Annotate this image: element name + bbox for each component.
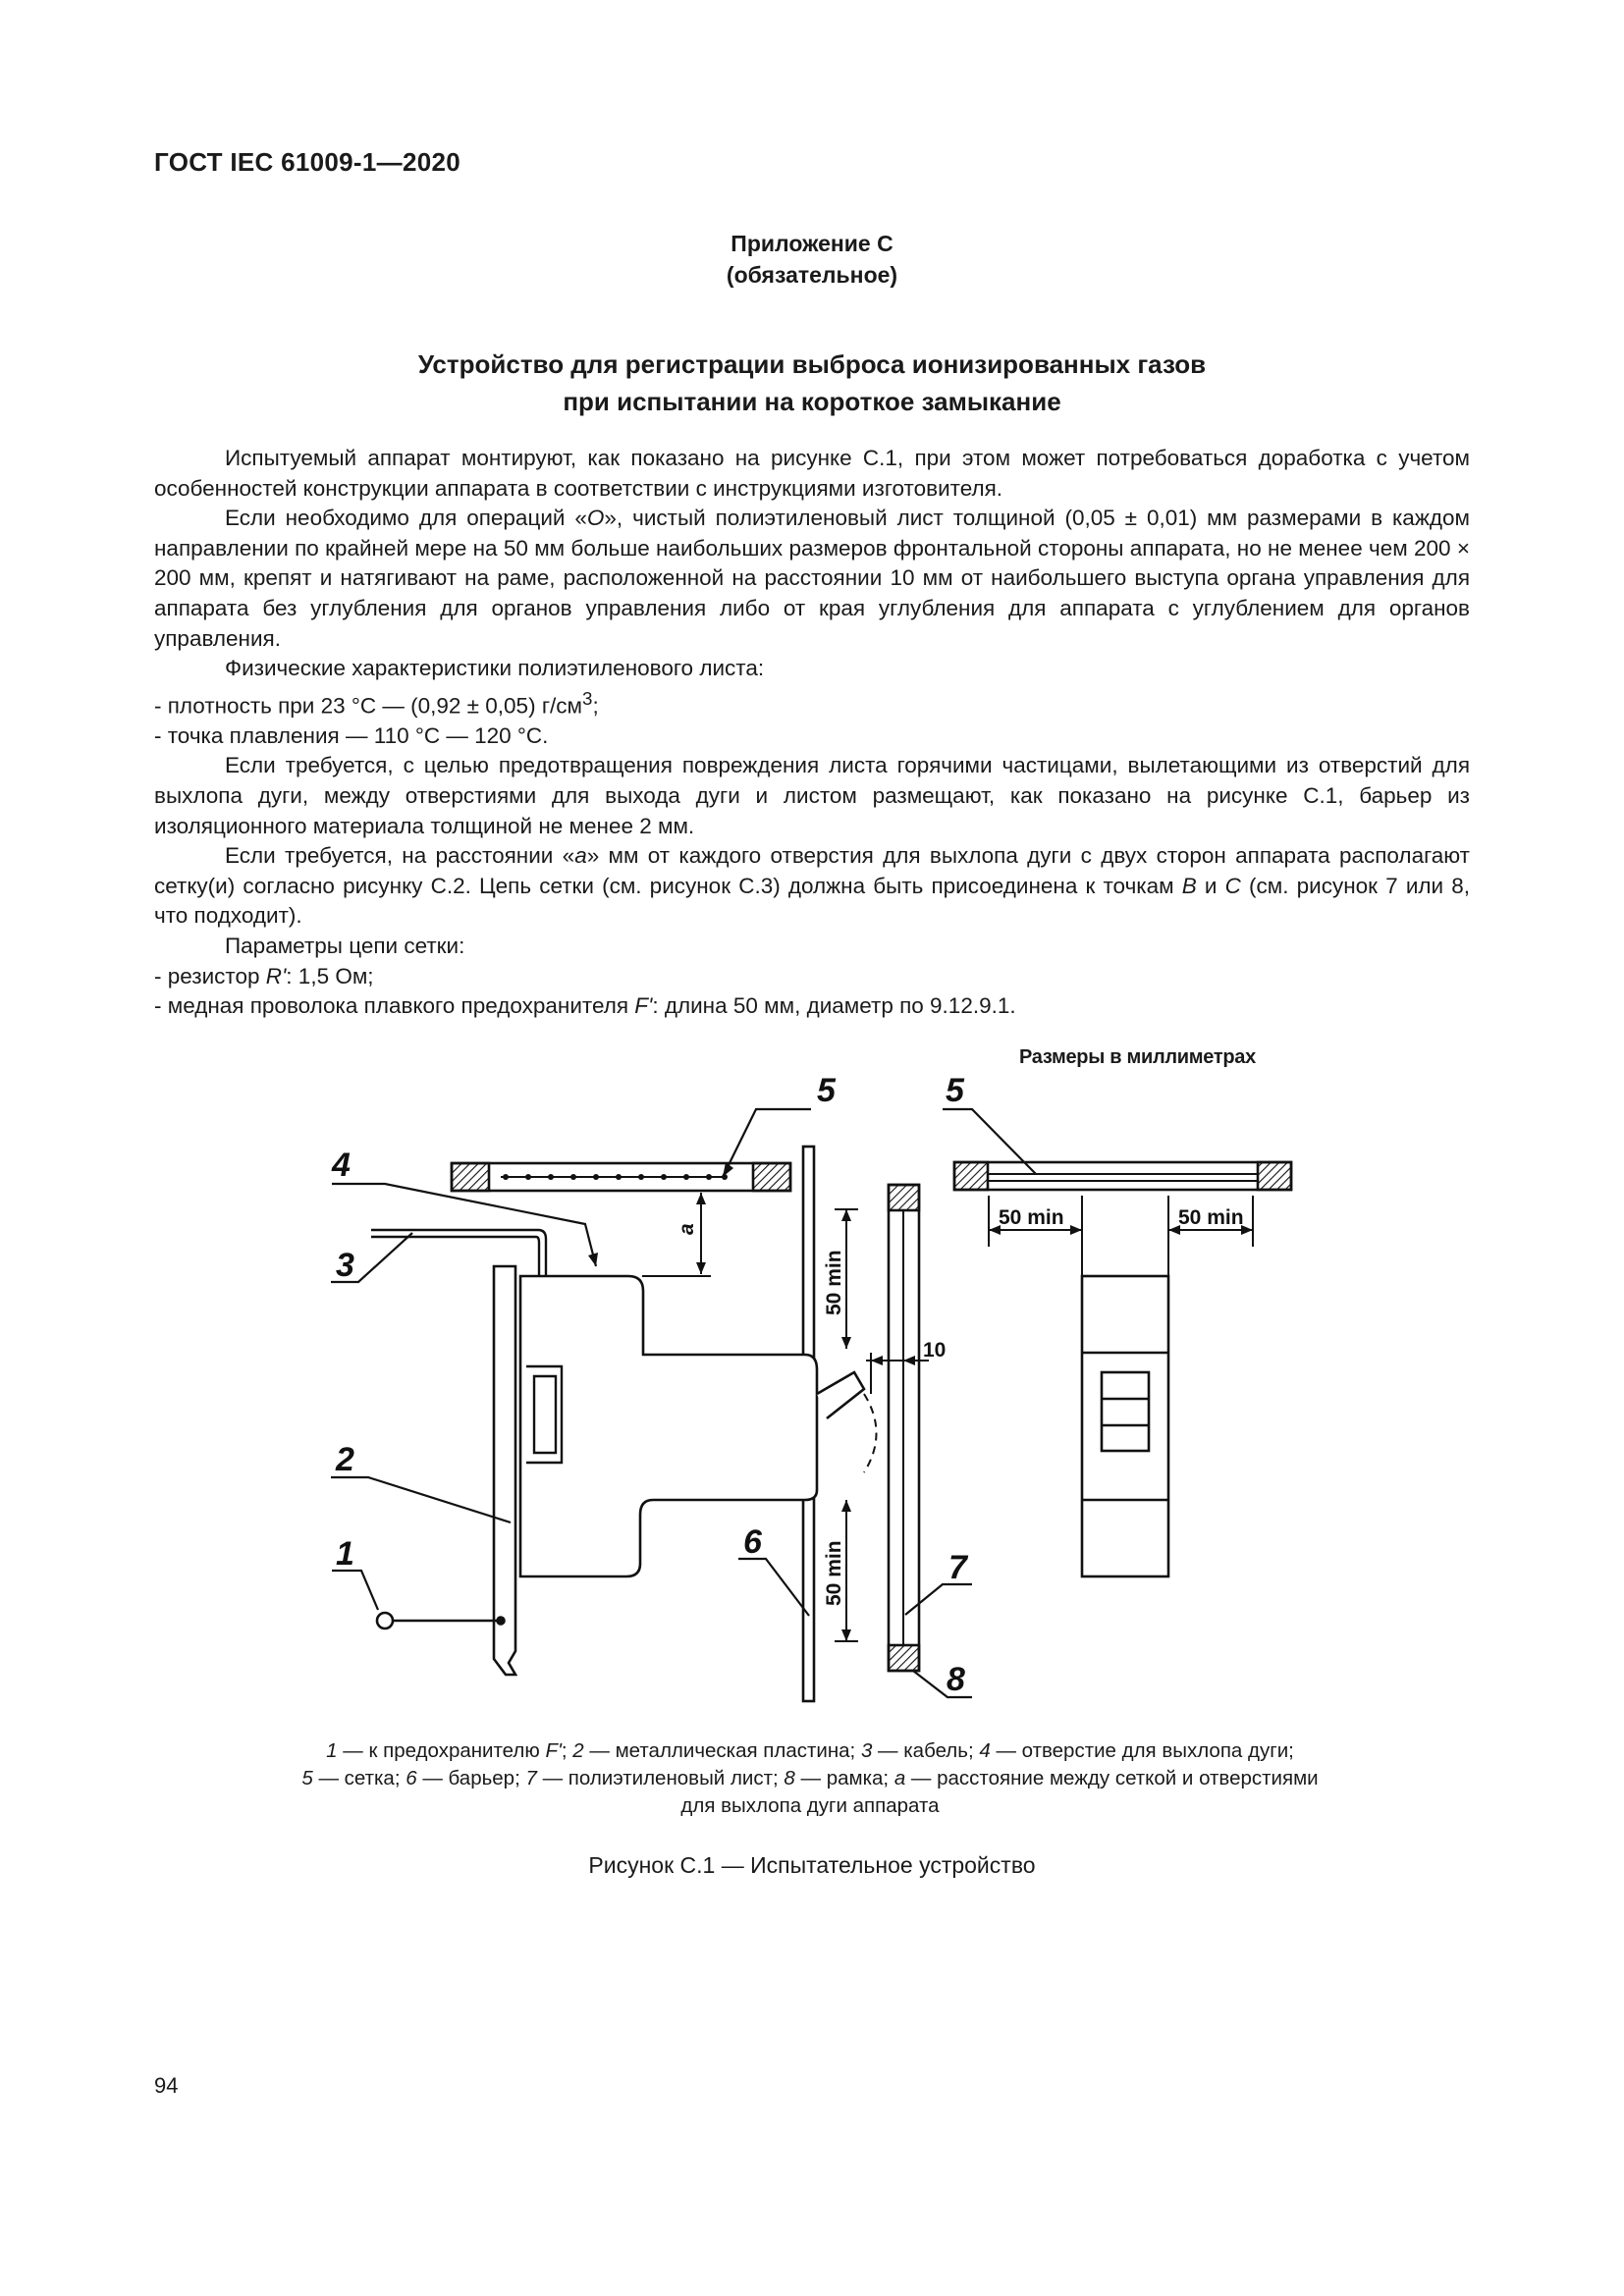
- document-header: ГОСТ IEC 61009-1—2020: [154, 147, 460, 177]
- text-run: » мм от каждого отверстия для выхлопа дуги с двух сторон аппарата располагают сетку(и) согласно рисунку С.2. Цепь сетки (см. рисунок С.3) должна быть присоединена к точкам: [154, 843, 1470, 898]
- legend-text: ;: [561, 1739, 573, 1762]
- frame-hatch: [889, 1645, 919, 1671]
- text-run: (см. рисунок 7 или 8, что подходит).: [154, 873, 1471, 929]
- label-4: 4: [332, 1147, 351, 1184]
- paragraph: Если требуется, с целью предотвращения повреждения листа горячими частицами, вылетающими из отверстий для выхлопа дуги, между отверстиями для выхода дуги и листом размещают, как показано на рисунке С.1, барьер из изоляционного материала толщиной не менее 2 мм.: [154, 753, 1470, 838]
- variable: R': [265, 963, 287, 988]
- label-a: a: [676, 1223, 698, 1235]
- legend-text: — металлическая пластина;: [583, 1739, 861, 1762]
- paragraph: Параметры цепи сетки:: [225, 934, 465, 958]
- grid-frame-hatch: [452, 1163, 489, 1191]
- leader-4: [332, 1184, 596, 1266]
- legend-text: — кабель;: [872, 1739, 980, 1762]
- paragraph: Физические характеристики полиэтиленового листа:: [225, 656, 765, 681]
- legend-key: а: [893, 1767, 906, 1789]
- superscript: 3: [582, 687, 593, 709]
- paragraph: [154, 841, 1470, 932]
- point-symbol: С: [1224, 873, 1241, 898]
- legend-key: 3: [860, 1739, 873, 1762]
- annex-title: Приложение С: [731, 231, 893, 256]
- dim-50-top: 50 min: [823, 1250, 845, 1315]
- text-run: - плотность при 23 °С — (0,92 ± 0,05) г/см: [154, 693, 582, 719]
- figure-c1-drawing: [295, 1070, 1335, 1728]
- grid-frame-front: [954, 1162, 1291, 1190]
- paragraph: [154, 504, 1470, 654]
- body-text: [154, 444, 1470, 1022]
- legend-text: — отверстие для выхлопа дуги;: [990, 1739, 1294, 1762]
- legend-key: 7: [525, 1767, 537, 1789]
- label-7: 7: [948, 1549, 967, 1586]
- list-item: [154, 684, 1470, 721]
- frame-hatch: [889, 1185, 919, 1210]
- legend-line3: для выхлопа дуги аппарата: [680, 1794, 940, 1817]
- figure-caption: Рисунок С.1 — Испытательное устройство: [588, 1852, 1036, 1878]
- section-title: [0, 346, 1624, 420]
- leader-1: [332, 1571, 378, 1610]
- text-run: - медная проволока плавкого предохранителя: [154, 993, 635, 1019]
- dim-10: 10: [923, 1339, 947, 1362]
- legend-text: — рамка;: [794, 1767, 894, 1789]
- legend-key: 4: [979, 1739, 991, 1762]
- legend-key: 8: [784, 1767, 795, 1789]
- lever-travel: [864, 1394, 877, 1472]
- dim-50-bottom: 50 min: [823, 1540, 845, 1606]
- label-5: 5: [817, 1072, 836, 1109]
- text-run: Если требуется, на расстоянии «: [225, 843, 575, 869]
- legend-text: — полиэтиленовый лист;: [536, 1767, 785, 1789]
- dim-50-front-left: 50 min: [999, 1206, 1064, 1229]
- list-item: [154, 991, 1470, 1022]
- metal-plate: [494, 1266, 515, 1675]
- junction-dot: [498, 1618, 505, 1625]
- legend-line1: [196, 1737, 1424, 1765]
- legend-key: 2: [572, 1739, 584, 1762]
- dim-50-front-right: 50 min: [1178, 1206, 1244, 1229]
- section-title-line1: Устройство для регистрации выброса ионизированных газов: [417, 349, 1207, 379]
- section-title-line2: при испытании на короткое замыкание: [563, 387, 1061, 416]
- dimensions-note: Размеры в миллиметрах: [1019, 1046, 1256, 1068]
- leader-2: [331, 1477, 511, 1522]
- variable: а: [574, 843, 587, 869]
- annex-heading: [0, 228, 1624, 291]
- fuse-terminal: [377, 1613, 393, 1629]
- label-1: 1: [336, 1535, 354, 1573]
- point-symbol: В: [1181, 873, 1197, 898]
- grid-frame-hatch: [753, 1163, 790, 1191]
- legend-key: 1: [326, 1739, 338, 1762]
- paragraph: Испытуемый аппарат монтируют, как показано на рисунке С.1, при этом может потребоваться доработка с учетом особенностей конструкции аппарата в соответствии с инструкциями изготовителя.: [154, 446, 1470, 501]
- text-run: - резистор: [154, 963, 266, 988]
- figure-legend: [196, 1737, 1424, 1820]
- text-run: Если необходимо для операций «: [225, 506, 587, 531]
- legend-text: — расстояние между сеткой и отверстиями: [905, 1767, 1319, 1789]
- label-6: 6: [743, 1523, 762, 1561]
- text-run: ;: [592, 693, 599, 719]
- label-5-front: 5: [946, 1072, 964, 1109]
- leader-6: [738, 1559, 809, 1616]
- legend-text: — сетка;: [312, 1767, 406, 1789]
- legend-line2: [196, 1765, 1424, 1792]
- text-run: », чистый полиэтиленовый лист толщиной (0,05 ± 0,01) мм размерами в каждом направлении по крайней мере на 50 мм больше наибольших размеров фронтальной стороны аппарата, но не менее чем 200 × 200 мм, крепят и натягивают на раме, расположенной на расстоянии 10 мм от наибольшего выступа органа управления для аппарата без углубления для органов управления либо от края углубления для аппарата с углублением для органов управления.: [154, 506, 1470, 651]
- grid-frame-hatch: [954, 1162, 988, 1190]
- toggle-lever: [817, 1372, 864, 1418]
- label-3: 3: [336, 1247, 354, 1284]
- operation-symbol: О: [586, 506, 605, 531]
- page-number: 94: [154, 2073, 179, 2098]
- legend-key: 5: [301, 1767, 313, 1789]
- text-run: и: [1196, 873, 1225, 898]
- legend-key: 6: [406, 1767, 417, 1789]
- label-2: 2: [336, 1441, 354, 1478]
- list-item: - точка плавления — 110 °С — 120 °С.: [154, 722, 549, 748]
- text-run: : 1,5 Ом;: [286, 963, 374, 988]
- legend-text: — к предохранителю: [337, 1739, 546, 1762]
- device-body: [520, 1276, 817, 1576]
- variable: F': [634, 993, 653, 1019]
- list-item: [154, 962, 1470, 992]
- label-8: 8: [947, 1661, 965, 1698]
- grid-frame-hatch: [1258, 1162, 1291, 1190]
- legend-variable: F': [545, 1739, 562, 1762]
- text-run: : длина 50 мм, диаметр по 9.12.9.1.: [652, 993, 1016, 1019]
- legend-text: — барьер;: [416, 1767, 526, 1789]
- annex-status: (обязательное): [726, 262, 898, 288]
